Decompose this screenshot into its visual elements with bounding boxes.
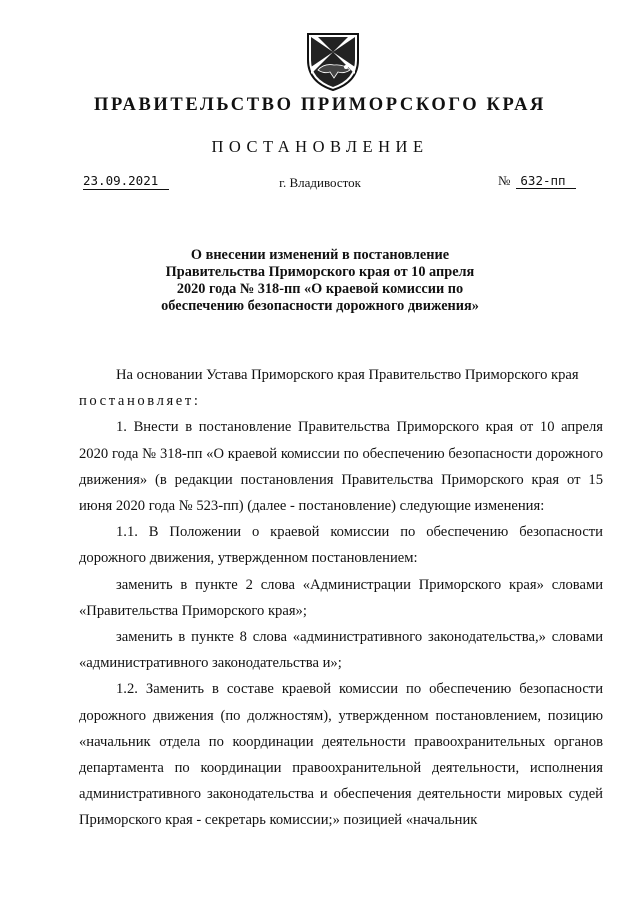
title-line: обеспечению безопасности дорожного движения» [161, 298, 479, 314]
paragraph-amend-point-8: заменить в пункте 8 слова «административного законодательства,» словами «административного законодательства и»; [79, 629, 603, 672]
government-name: ПРАВИТЕЛЬСТВО ПРИМОРСКОГО КРАЯ [93, 95, 546, 115]
paragraph-resolves: постановляет: [79, 393, 201, 410]
document-title [120, 247, 520, 315]
document-type: ПОСТАНОВЛЕНИЕ [211, 137, 429, 156]
paragraph-amend-point-2: заменить в пункте 2 слова «Администрации Приморского края» словами «Правительства Приморского края»; [79, 576, 603, 619]
title-line: Правительства Приморского края от 10 апреля [165, 264, 475, 280]
document-number: 632-пп [516, 173, 576, 189]
document-city: г. Владивосток [279, 175, 361, 190]
paragraph-basis: На основании Устава Приморского края Правительство Приморского края [116, 367, 579, 383]
document-number-block [498, 173, 576, 189]
paragraph-item-1-1: 1.1. В Положении о краевой комиссии по обеспечению безопасности дорожного движения, утвержденном постановлением: [79, 524, 603, 567]
paragraph-item-1-2: 1.2. Заменить в составе краевой комиссии по обеспечению безопасности дорожного движения (по должностям), утвержденном постановлением, позицию «начальник отдела по координации деятельности правоохранительных органов департамента по координации правоохранительной деятельности, исполнения административного законодательства и обеспечения деятельности мировых судей Приморского края - секретарь комиссии;» позицией «начальник [79, 681, 603, 829]
document-date: 23.09.2021 [83, 173, 169, 190]
title-line: 2020 года № 318-пп «О краевой комиссии по [176, 281, 464, 297]
paragraph-item-1: 1. Внести в постановление Правительства Приморского края от 10 апреля 2020 года № 318-пп «О краевой комиссии по обеспечению безопасности дорожного движения» (в редакции постановления Правительства Приморского края от 15 июня 2020 года № 523-пп) (далее - постановление) следующие изменения: [79, 419, 603, 515]
number-sign: № [498, 173, 511, 188]
title-line: О внесении изменений в постановление [190, 247, 450, 263]
coat-of-arms-icon [304, 30, 362, 92]
document-body [79, 362, 603, 834]
